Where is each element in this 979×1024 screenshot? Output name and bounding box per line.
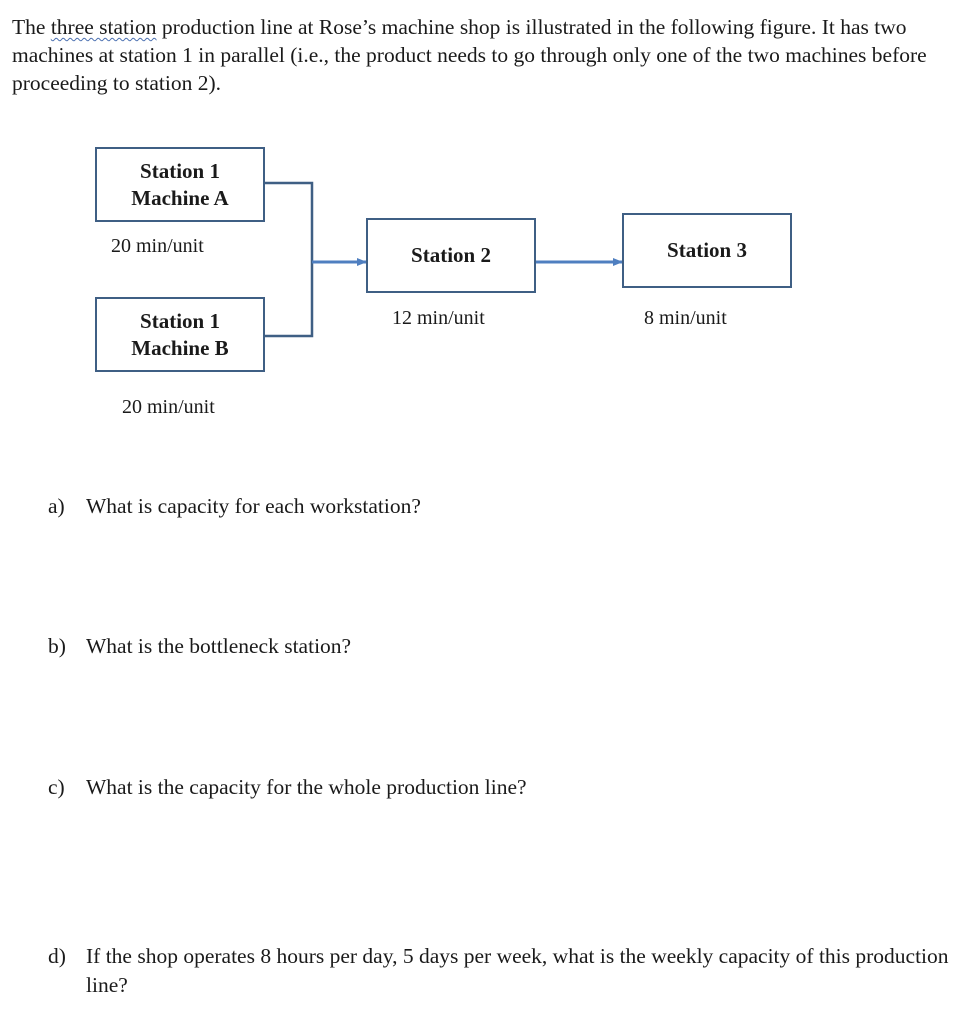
station3-rate: 8 min/unit bbox=[644, 307, 727, 329]
question-a-text: What is capacity for each workstation? bbox=[86, 494, 421, 518]
question-d bbox=[48, 942, 966, 1000]
station2-box bbox=[366, 218, 536, 293]
station2-rate: 12 min/unit bbox=[392, 307, 485, 329]
spellcheck-highlight[interactable]: three station bbox=[50, 15, 157, 39]
machine-b-rate: 20 min/unit bbox=[122, 396, 215, 418]
question-c bbox=[48, 773, 966, 802]
question-c-text: What is the capacity for the whole production line? bbox=[86, 775, 527, 799]
station3-label: Station 3 bbox=[667, 238, 747, 262]
problem-statement bbox=[12, 13, 967, 97]
question-b bbox=[48, 632, 966, 661]
station2-label: Station 2 bbox=[411, 243, 491, 267]
machine-a-label: Machine A bbox=[131, 185, 229, 210]
machine-b-station-label: Station 1 bbox=[140, 308, 220, 333]
intro-start: The bbox=[12, 15, 51, 39]
station1-machine-a-box bbox=[95, 147, 265, 222]
machine-a-rate: 20 min/unit bbox=[111, 235, 204, 257]
question-d-text: If the shop operates 8 hours per day, 5 days per week, what is the weekly capacity of this production line? bbox=[86, 944, 949, 997]
machine-a-station-label: Station 1 bbox=[140, 158, 220, 183]
machine-a-connector bbox=[264, 183, 312, 336]
question-b-letter: b) bbox=[48, 634, 66, 658]
station1-machine-b-box bbox=[95, 297, 265, 372]
station3-box bbox=[622, 213, 792, 288]
question-d-letter: d) bbox=[48, 944, 66, 968]
question-b-text: What is the bottleneck station? bbox=[86, 634, 352, 658]
machine-b-label: Machine B bbox=[131, 335, 229, 360]
question-a bbox=[48, 492, 966, 521]
question-c-letter: c) bbox=[48, 775, 65, 799]
question-a-letter: a) bbox=[48, 494, 65, 518]
intro-rest: production line at Rose’s machine shop is illustrated in the following figure. It has two machines at station 1 in parallel (i.e., the product needs to go through only one of the two machines before proceeding to station 2). bbox=[12, 15, 927, 95]
